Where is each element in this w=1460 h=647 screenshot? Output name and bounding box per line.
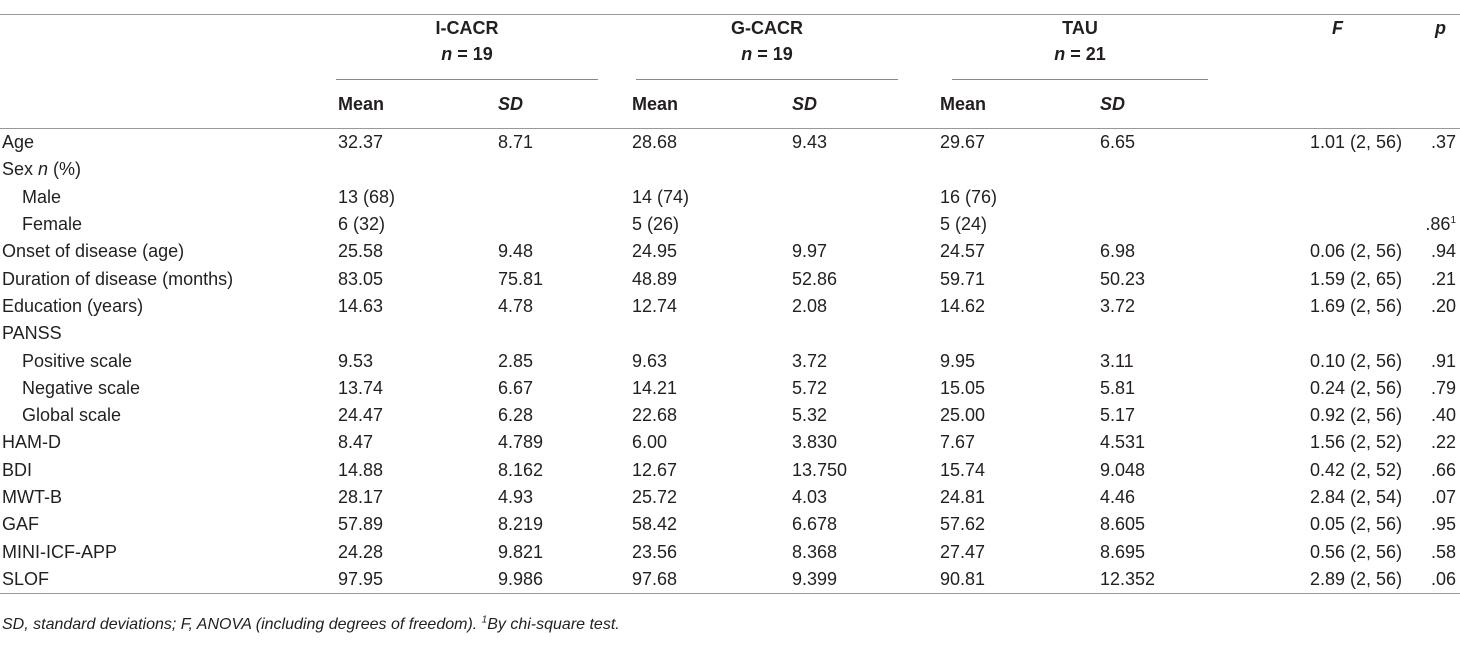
icacr-mean-cell: 14.88: [338, 459, 384, 480]
gcacr-mean-cell: 6.00: [632, 432, 668, 453]
gcacr-mean-cell: 12.67: [632, 459, 678, 480]
row-label: Onset of disease (age): [2, 241, 185, 262]
row-label: Sex n (%): [2, 159, 82, 180]
tau-sd-cell: 4.531: [1100, 432, 1146, 453]
icacr-sd-cell: 4.789: [498, 432, 544, 453]
p-value-cell: [1356, 184, 1460, 211]
group-header-tau: TAU n = 21: [934, 15, 1222, 81]
gcacr-mean-cell: [626, 156, 744, 183]
gcacr-sd-cell: [744, 211, 934, 238]
tau-sd-cell: [1052, 320, 1222, 347]
gcacr-mean-cell: 28.68: [632, 132, 678, 153]
gcacr-sd-cell: 3.830: [792, 432, 838, 453]
gcacr-mean-cell: 14 (74): [632, 186, 690, 207]
gcacr-mean-cell: 5 (26): [632, 214, 680, 235]
icacr-sd-cell: [450, 211, 626, 238]
table-row: [0, 375, 1460, 402]
tau-sd-cell: 5.81: [1100, 377, 1136, 398]
tau-sd-cell: 8.695: [1100, 541, 1146, 562]
icacr-mean-cell: 14.63: [338, 295, 384, 316]
tau-sd-cell: 6.65: [1100, 132, 1136, 153]
table-row: [0, 265, 1460, 292]
icacr-sd-cell: 75.81: [498, 268, 544, 289]
gcacr-sd-cell: 9.97: [792, 241, 828, 262]
tau-sd-cell: 9.048: [1100, 459, 1146, 480]
gcacr-mean-cell: 97.68: [626, 566, 744, 594]
gcacr-sd-cell: 3.72: [792, 350, 828, 371]
p-value-cell: .21: [1430, 268, 1456, 289]
tau-mean-cell: 15.74: [940, 459, 986, 480]
table-row: [0, 484, 1460, 511]
row-label: Female: [22, 214, 83, 235]
f-value-cell: 0.92 (2, 56): [1310, 405, 1403, 426]
icacr-sd-cell: 4.78: [498, 295, 534, 316]
p-value-cell: [1356, 320, 1460, 347]
p-value-cell: .58: [1430, 541, 1456, 562]
tau-mean-cell: 59.71: [940, 268, 986, 289]
f-value-cell: [1222, 211, 1356, 238]
tau-mean-cell: 57.62: [940, 514, 986, 535]
p-value-cell: [1356, 156, 1460, 183]
row-label: BDI: [2, 459, 33, 480]
f-value-cell: 0.56 (2, 56): [1310, 541, 1403, 562]
f-value-cell: 0.42 (2, 52): [1310, 459, 1403, 480]
gcacr-mean-cell: 48.89: [632, 268, 678, 289]
gcacr-sd-cell: 6.678: [792, 514, 838, 535]
row-label: Negative scale: [22, 377, 141, 398]
p-value-cell: .94: [1430, 241, 1456, 262]
row-label: MINI-ICF-APP: [2, 541, 117, 562]
p-value-cell: .20: [1430, 295, 1456, 316]
tau-mean-cell: 15.05: [940, 377, 986, 398]
table-row: [0, 511, 1460, 538]
table-row: [0, 211, 1460, 238]
icacr-mean-cell: 6 (32): [338, 214, 386, 235]
gcacr-mean-cell: 9.63: [632, 350, 668, 371]
tau-mean-cell: 24.57: [940, 241, 986, 262]
row-label: MWT-B: [2, 487, 62, 507]
f-value-cell: 2.84 (2, 54): [1310, 487, 1403, 507]
row-label: Global scale: [22, 405, 122, 426]
tau-mean-cell: [934, 320, 1052, 347]
tau-sd-cell: 50.23: [1100, 268, 1146, 289]
gcacr-mean-cell: [626, 320, 744, 347]
demographics-table: [0, 14, 1460, 594]
sd-header: SD: [1052, 80, 1222, 129]
icacr-mean-cell: 9.53: [338, 350, 374, 371]
f-value-cell: 0.05 (2, 56): [1310, 514, 1403, 535]
f-value-cell: 1.56 (2, 52): [1310, 432, 1403, 453]
gcacr-mean-cell: 58.42: [632, 514, 678, 535]
empty-header: [0, 15, 332, 81]
tau-mean-cell: 27.47: [940, 541, 986, 562]
sd-header: SD: [450, 80, 626, 129]
f-header: F: [1332, 18, 1343, 38]
gcacr-sd-cell: 8.368: [792, 541, 838, 562]
p-value-cell: .06: [1356, 566, 1460, 594]
gcacr-sd-cell: 9.43: [792, 132, 828, 153]
gcacr-mean-cell: 23.56: [632, 541, 678, 562]
row-label: Duration of disease (months): [2, 268, 234, 289]
icacr-mean-cell: 83.05: [338, 268, 384, 289]
f-value-cell: 0.24 (2, 56): [1310, 377, 1403, 398]
icacr-sd-cell: 9.986: [450, 566, 626, 594]
table-row: [0, 293, 1460, 320]
row-label: Male: [22, 186, 62, 207]
icacr-mean-cell: 28.17: [338, 487, 384, 507]
gcacr-sd-cell: 5.32: [792, 405, 828, 426]
icacr-mean-cell: [332, 156, 450, 183]
tau-mean-cell: 5 (24): [940, 214, 988, 235]
group-header-icacr: I-CACR n = 19: [332, 15, 626, 81]
tau-mean-cell: 14.62: [940, 295, 986, 316]
tau-sd-cell: 12.352: [1052, 566, 1222, 594]
row-label: Age: [2, 132, 35, 153]
row-label: SLOF: [0, 566, 332, 594]
table-row: [0, 184, 1460, 211]
table-row: [0, 429, 1460, 456]
tau-sd-cell: [1052, 156, 1222, 183]
table-footnote: SD, standard deviations; F, ANOVA (including degrees of freedom). $^1$By chi-square test.: [2, 614, 620, 633]
sd-header: SD: [744, 80, 934, 129]
tau-sd-cell: [1052, 184, 1222, 211]
row-label: Positive scale: [22, 350, 133, 371]
row-label: HAM-D: [2, 432, 61, 453]
tau-mean-cell: 25.00: [940, 405, 986, 426]
gcacr-mean-cell: 24.95: [632, 241, 678, 262]
table-row: [0, 457, 1460, 484]
group-header-gcacr: G-CACR n = 19: [626, 15, 934, 81]
gcacr-sd-cell: [744, 184, 934, 211]
gcacr-mean-cell: 12.74: [632, 295, 678, 316]
icacr-sd-cell: [450, 184, 626, 211]
icacr-mean-cell: 13 (68): [338, 186, 396, 207]
f-value-cell: 1.01 (2, 56): [1310, 132, 1403, 153]
tau-mean-cell: 16 (76): [940, 186, 998, 207]
p-header: p: [1435, 18, 1446, 38]
mean-header: Mean: [332, 80, 450, 129]
icacr-sd-cell: 8.219: [498, 514, 544, 535]
gcacr-sd-cell: 13.750: [792, 459, 848, 480]
table-body: [0, 129, 1460, 594]
table-row: [0, 347, 1460, 374]
table-row: [0, 566, 1460, 594]
icacr-sd-cell: 8.162: [498, 459, 544, 480]
icacr-sd-cell: 4.93: [498, 487, 534, 507]
f-value-cell: 1.69 (2, 56): [1310, 295, 1403, 316]
table-row: [0, 402, 1460, 429]
tau-sd-cell: 5.17: [1100, 405, 1136, 426]
gcacr-sd-cell: 5.72: [792, 377, 828, 398]
table-row: [0, 156, 1460, 183]
gcacr-sd-cell: 52.86: [792, 268, 838, 289]
group-header-row: [0, 15, 1460, 81]
table-row: [0, 129, 1460, 157]
row-label: Education (years): [2, 295, 144, 316]
gcacr-sd-cell: [744, 156, 934, 183]
tau-mean-cell: [934, 156, 1052, 183]
f-value-cell: 0.06 (2, 56): [1310, 241, 1403, 262]
gcacr-sd-cell: 9.399: [744, 566, 934, 594]
mean-header: Mean: [626, 80, 744, 129]
tau-sd-cell: 3.72: [1100, 295, 1136, 316]
tau-mean-cell: 29.67: [940, 132, 986, 153]
tau-sd-cell: 3.11: [1100, 350, 1134, 371]
tau-mean-cell: 90.81: [934, 566, 1052, 594]
p-value-cell: .37: [1430, 132, 1456, 153]
icacr-mean-cell: 8.47: [338, 432, 374, 453]
icacr-mean-cell: 13.74: [338, 377, 384, 398]
p-value-cell: .40: [1430, 405, 1456, 426]
subheader-row: [0, 80, 1460, 129]
gcacr-mean-cell: 14.21: [632, 377, 678, 398]
icacr-sd-cell: 9.821: [498, 541, 544, 562]
icacr-mean-cell: 24.47: [338, 405, 384, 426]
icacr-sd-cell: [450, 320, 626, 347]
f-value-cell: 2.89 (2, 56): [1222, 566, 1356, 594]
icacr-mean-cell: 32.37: [338, 132, 384, 153]
p-value-cell: .91: [1430, 350, 1456, 371]
gcacr-sd-cell: [744, 320, 934, 347]
gcacr-sd-cell: 4.03: [792, 487, 828, 507]
table-row: [0, 538, 1460, 565]
tau-sd-cell: 8.605: [1100, 514, 1146, 535]
gcacr-mean-cell: 25.72: [632, 487, 678, 507]
f-value-cell: [1222, 320, 1356, 347]
icacr-mean-cell: 57.89: [338, 514, 384, 535]
tau-mean-cell: 9.95: [940, 350, 976, 371]
p-value-cell: .79: [1430, 377, 1456, 398]
tau-mean-cell: 24.81: [940, 487, 986, 507]
row-label: PANSS: [2, 323, 62, 344]
icacr-mean-cell: 97.95: [332, 566, 450, 594]
table-row: [0, 238, 1460, 265]
icacr-sd-cell: 2.85: [498, 350, 534, 371]
tau-mean-cell: 7.67: [940, 432, 976, 453]
tau-sd-cell: 4.46: [1100, 487, 1136, 507]
p-value-cell: .22: [1430, 432, 1456, 453]
icacr-sd-cell: 6.67: [498, 377, 534, 398]
icacr-mean-cell: [332, 320, 450, 347]
mean-header: Mean: [934, 80, 1052, 129]
f-value-cell: 0.10 (2, 56): [1310, 350, 1403, 371]
icacr-sd-cell: 8.71: [498, 132, 534, 153]
f-value-cell: [1222, 184, 1356, 211]
icacr-sd-cell: 9.48: [498, 241, 534, 262]
f-value-cell: 1.59 (2, 65): [1310, 268, 1403, 289]
f-value-cell: [1222, 156, 1356, 183]
icacr-sd-cell: [450, 156, 626, 183]
p-value-cell: .66: [1430, 459, 1456, 480]
gcacr-mean-cell: 22.68: [632, 405, 678, 426]
tau-sd-cell: 6.98: [1100, 241, 1136, 262]
row-label: GAF: [2, 514, 40, 535]
icacr-mean-cell: 25.58: [338, 241, 384, 262]
tau-sd-cell: [1052, 211, 1222, 238]
table-row: [0, 320, 1460, 347]
p-value-cell: .07: [1430, 487, 1456, 507]
icacr-mean-cell: 24.28: [338, 541, 384, 562]
icacr-sd-cell: 6.28: [498, 405, 534, 426]
p-value-cell: .95: [1430, 514, 1456, 535]
gcacr-sd-cell: 2.08: [792, 295, 828, 316]
p-value-cell: $.86^1$: [1425, 214, 1456, 235]
